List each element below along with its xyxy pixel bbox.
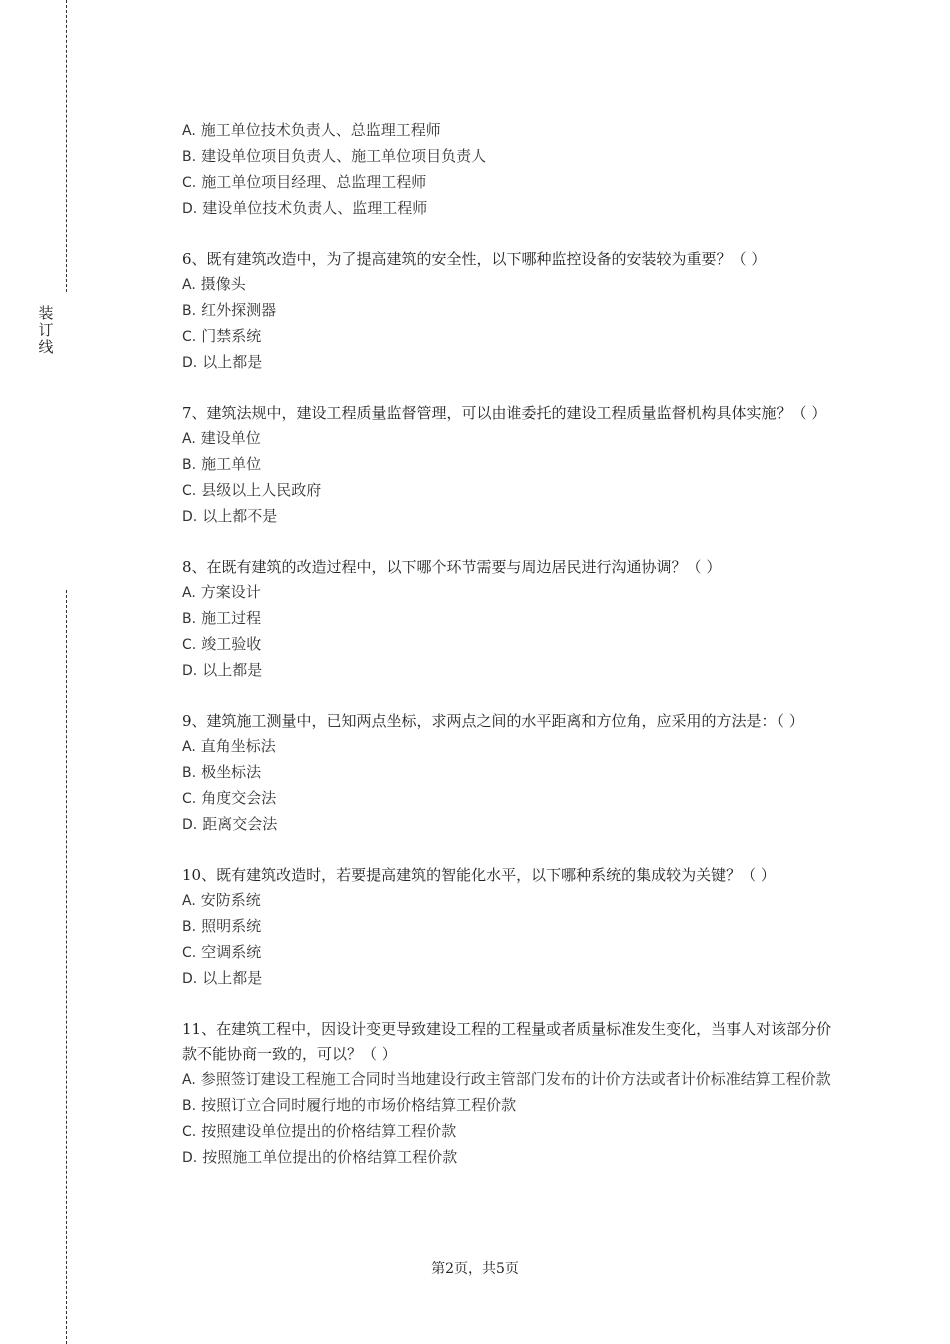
option-letter: D. [182, 1150, 198, 1166]
option-letter: A. [182, 893, 196, 909]
answer-option [182, 170, 842, 196]
binding-line-bottom [66, 590, 67, 1344]
option-text: 照明系统 [201, 917, 262, 935]
option-text: 以上都是 [202, 353, 263, 371]
option-text: 参照签订建设工程施工合同时当地建设行政主管部门发布的计价方法或者计价标准结算工程价款 [200, 1070, 831, 1088]
option-letter: D. [182, 817, 198, 833]
option-letter: C. [182, 637, 197, 653]
question-block [182, 555, 842, 684]
question-block [182, 118, 842, 222]
option-text: 按照施工单位提出的价格结算工程价款 [202, 1148, 458, 1166]
answer-option [182, 1093, 842, 1119]
option-text: 按照订立合同时履行地的市场价格结算工程价款 [201, 1096, 517, 1114]
option-letter: A. [182, 431, 196, 447]
answer-option [182, 452, 842, 478]
question-list [182, 118, 842, 1196]
option-letter: D. [182, 663, 198, 679]
option-text: 施工过程 [201, 609, 262, 627]
option-letter: A. [182, 585, 196, 601]
answer-option [182, 966, 842, 992]
answer-option [182, 272, 842, 298]
answer-option [182, 632, 842, 658]
option-letter: D. [182, 355, 198, 371]
option-text: 施工单位项目经理、总监理工程师 [201, 173, 427, 191]
question-stem: 9、建筑施工测量中，已知两点坐标，求两点之间的水平距离和方位角，应采用的方法是：（ ） [182, 712, 804, 730]
option-letter: C. [182, 483, 197, 499]
option-letter: D. [182, 971, 198, 987]
option-letter: D. [182, 201, 198, 217]
answer-option [182, 196, 842, 222]
option-letter: A. [182, 277, 196, 293]
option-letter: A. [182, 739, 196, 755]
answer-option [182, 298, 842, 324]
option-letter: B. [182, 919, 197, 935]
answer-option [182, 888, 842, 914]
option-text: 县级以上人民政府 [201, 481, 322, 499]
answer-option [182, 940, 842, 966]
binding-char: 装 [38, 304, 54, 322]
question-block [182, 863, 842, 992]
answer-option [182, 812, 842, 838]
option-letter: D. [182, 509, 198, 525]
option-text: 建设单位项目负责人、施工单位项目负责人 [201, 147, 487, 165]
option-text: 直角坐标法 [200, 737, 276, 755]
answer-option [182, 350, 842, 376]
option-text: 竣工验收 [201, 635, 262, 653]
option-letter: B. [182, 149, 197, 165]
answer-option [182, 606, 842, 632]
option-text: 角度交会法 [201, 789, 277, 807]
option-text: 摄像头 [200, 275, 246, 293]
option-text: 门禁系统 [201, 327, 262, 345]
answer-option [182, 760, 842, 786]
option-text: 施工单位 [201, 455, 262, 473]
answer-option [182, 478, 842, 504]
option-text: 施工单位技术负责人、总监理工程师 [200, 121, 441, 139]
question-block [182, 401, 842, 530]
question-block [182, 1017, 842, 1171]
binding-char: 线 [38, 338, 54, 356]
answer-option [182, 786, 842, 812]
binding-char: 订 [38, 321, 54, 339]
option-letter: B. [182, 303, 197, 319]
question-stem: 10、既有建筑改造时，若要提高建筑的智能化水平，以下哪种系统的集成较为关键？（ ） [182, 866, 776, 884]
option-letter: C. [182, 791, 197, 807]
binding-line-top [66, 0, 67, 292]
option-letter: A. [182, 1072, 196, 1088]
answer-option [182, 144, 842, 170]
answer-option [182, 658, 842, 684]
answer-option [182, 734, 842, 760]
option-letter: C. [182, 1124, 197, 1140]
answer-option [182, 1119, 842, 1145]
option-text: 以上都不是 [202, 507, 278, 525]
option-text: 以上都是 [202, 969, 263, 987]
option-text: 距离交会法 [202, 815, 278, 833]
option-text: 红外探测器 [201, 301, 277, 319]
option-text: 空调系统 [201, 943, 262, 961]
question-block [182, 247, 842, 376]
binding-label [37, 305, 55, 356]
page-footer: 第2页，共5页 [431, 1261, 519, 1277]
question-stem: 7、建筑法规中，建设工程质量监督管理，可以由谁委托的建设工程质量监督机构具体实施？（ ） [182, 404, 827, 422]
answer-option [182, 504, 842, 530]
option-letter: C. [182, 945, 197, 961]
option-letter: B. [182, 1098, 197, 1114]
option-text: 按照建设单位提出的价格结算工程价款 [201, 1122, 457, 1140]
question-stem: 6、既有建筑改造中，为了提高建筑的安全性，以下哪种监控设备的安装较为重要？（ ） [182, 250, 767, 268]
option-letter: B. [182, 765, 197, 781]
answer-option [182, 580, 842, 606]
option-letter: A. [182, 123, 196, 139]
option-text: 方案设计 [200, 583, 261, 601]
option-letter: C. [182, 329, 197, 345]
option-text: 以上都是 [202, 661, 263, 679]
question-stem: 11、在建筑工程中，因设计变更导致建设工程的工程量或者质量标准发生变化，当事人对该部分价款不能协商一致的，可以？（ ） [182, 1020, 832, 1063]
option-letter: B. [182, 457, 197, 473]
option-text: 安防系统 [200, 891, 261, 909]
answer-option [182, 1067, 842, 1093]
answer-option [182, 426, 842, 452]
option-letter: B. [182, 611, 197, 627]
answer-option [182, 1145, 842, 1171]
option-text: 极坐标法 [201, 763, 262, 781]
question-block [182, 709, 842, 838]
option-text: 建设单位技术负责人、监理工程师 [202, 199, 428, 217]
option-letter: C. [182, 175, 197, 191]
answer-option [182, 324, 842, 350]
question-stem: 8、在既有建筑的改造过程中，以下哪个环节需要与周边居民进行沟通协调？（ ） [182, 558, 722, 576]
option-text: 建设单位 [200, 429, 261, 447]
answer-option [182, 914, 842, 940]
answer-option [182, 118, 842, 144]
